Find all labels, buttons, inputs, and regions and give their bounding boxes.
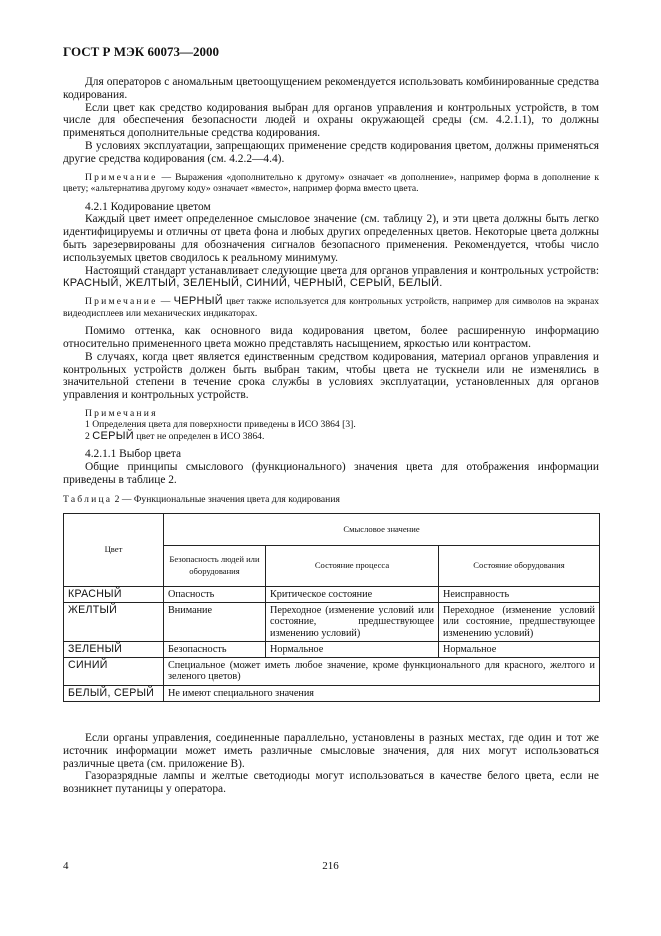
page-number: 4 bbox=[63, 860, 69, 872]
table-caption-text: 2 — Функциональные значения цвета для кодирования bbox=[112, 493, 340, 505]
note-item-2-num: 2 bbox=[85, 430, 93, 442]
note-item-2-color: СЕРЫЙ bbox=[92, 429, 134, 442]
note-2-label: Примечание bbox=[85, 296, 158, 308]
table-row bbox=[64, 602, 600, 641]
note-item-1: 1 Определения цвета для поверхности приведены в ИСО 3864 [3]. bbox=[85, 419, 356, 431]
header-meaning: Смысловое значение bbox=[164, 513, 600, 545]
cell-process: Нормальное bbox=[266, 641, 439, 657]
note-2-dash: — bbox=[157, 296, 174, 308]
cell-color: ЖЕЛТЫЙ bbox=[64, 602, 164, 641]
color-list: КРАСНЫЙ, ЖЕЛТЫЙ, ЗЕЛЕНЫЙ, СИНИЙ, ЧЕРНЫЙ, СЕРЫЙ, БЕЛЫЙ. bbox=[63, 277, 443, 290]
cell-blue-meaning: Специальное (может иметь любое значение, кроме функционального для красного, желтого и зеленого цветов) bbox=[164, 658, 600, 686]
header-safety: Безопасность людей или оборудования bbox=[164, 545, 266, 586]
table-row bbox=[64, 685, 600, 701]
paragraph-8: Общие принципы смыслового (функционального) значения цвета для отображения информации приведены в таблице 2. bbox=[63, 461, 599, 487]
note-1-label: Примечание bbox=[85, 171, 158, 183]
cell-color: БЕЛЫЙ, СЕРЫЙ bbox=[64, 685, 164, 701]
header-process: Состояние процесса bbox=[266, 545, 439, 586]
note-2-color: ЧЕРНЫЙ bbox=[173, 295, 224, 308]
cell-equipment: Переходное (изменение условий или состояние, предшествующее изменению условий) bbox=[439, 602, 600, 641]
cell-white-gray-meaning: Не имеют специального значения bbox=[164, 685, 600, 701]
cell-safety: Безопасность bbox=[164, 641, 266, 657]
cell-safety: Внимание bbox=[164, 602, 266, 641]
table-row bbox=[64, 586, 600, 602]
paragraph-10: Газоразрядные лампы и желтые светодиоды могут использоваться в качестве белого цвета, если не возникнет путаницы у оператора. bbox=[63, 770, 599, 796]
table-row bbox=[64, 641, 600, 657]
notes-label-text: Примечания bbox=[85, 407, 158, 419]
note-2-text: цвет также используется для контрольных устройств, например для символов на экранах видеодисплеев или механических индикаторах. bbox=[63, 296, 599, 319]
note-item-2 bbox=[63, 431, 599, 443]
note-1 bbox=[63, 172, 599, 195]
page-number-center: 216 bbox=[322, 860, 339, 872]
paragraph-4: Каждый цвет имеет определенное смысловое значение (см. таблицу 2), и эти цвета должны быть легко идентифицируемы и отличны от цвета фона и любых других определенных цветов. Некоторые цвета должны быть зарезервированы для обозначения сигналов безопасного применения. Рекомендуется, чтобы число используемых цветов сводилось к реальному минимуму. bbox=[63, 213, 599, 264]
section-4-2-1-1-heading: 4.2.1.1 Выбор цвета bbox=[85, 448, 182, 461]
cell-color: ЗЕЛЕНЫЙ bbox=[64, 641, 164, 657]
paragraph-1: Для операторов с аномальным цветоощущением рекомендуется использовать комбинированные средства кодирования. bbox=[63, 76, 599, 101]
paragraph-3: В условиях эксплуатации, запрещающих применение средств кодирования цветом, должны применяться другие средства кодирования (см. 4.2.2—4.4). bbox=[63, 139, 599, 165]
paragraph-9: Если органы управления, соединенные параллельно, установлены в разных местах, где один и тот же источник информации может иметь различные смысловые значения, для них могут использоваться различные цвета (см. приложение В). bbox=[63, 732, 599, 770]
color-meaning-table bbox=[63, 513, 600, 702]
note-1-text: — Выражения «дополнительно к другому» означает «в дополнение», например форма в дополнение к цвету; «альтернатива другому коду» означает «вместо», например форма вместо цвета. bbox=[63, 171, 599, 195]
paragraph-2: Если цвет как средство кодирования выбран для органов управления и контрольных устройств, в том числе для обеспечения безопасности людей и охраны окружающей среды (см. 4.2.1.1), то должны применяться дополнительные средства кодирования. bbox=[63, 101, 599, 140]
cell-safety: Опасность bbox=[164, 586, 266, 602]
paragraph-7: В случаях, когда цвет является единственным средством кодирования, материал органов управления и контрольных устройств должен быть выбран таким, чтобы цвета не тускнели или не изменялись в значительной степени в течение срока службы в условиях эксплуатации, установленных для органов управления и контрольных устройств. bbox=[63, 350, 599, 402]
cell-equipment: Неисправность bbox=[439, 586, 600, 602]
page-content bbox=[63, 76, 599, 796]
document-header: ГОСТ Р МЭК 60073—2000 bbox=[63, 44, 219, 59]
note-2 bbox=[63, 296, 599, 319]
note-item-2-text: цвет не определен в ИСО 3864. bbox=[133, 430, 265, 442]
paragraph-5-text: Настоящий стандарт устанавливает следующие цвета для органов управления и контрольных устройств: bbox=[85, 264, 599, 277]
table-caption-label: Таблица bbox=[63, 493, 113, 505]
header-color: Цвет bbox=[64, 513, 164, 586]
paragraph-6: Помимо оттенка, как основного вида кодирования цветом, более расширенную информацию относительно примененного цвета можно представлять насыщением, яркостью или контрастом. bbox=[63, 325, 599, 350]
cell-process: Критическое состояние bbox=[266, 586, 439, 602]
cell-process: Переходное (изменение условий или состояние, предшествующее изменению условий) bbox=[266, 602, 439, 641]
section-4-2-1-heading: 4.2.1 Кодирование цветом bbox=[85, 200, 211, 213]
header-equipment: Состояние оборудования bbox=[439, 545, 600, 586]
cell-equipment: Нормальное bbox=[439, 641, 600, 657]
cell-color: КРАСНЫЙ bbox=[64, 586, 164, 602]
paragraph-5 bbox=[63, 265, 599, 291]
table-row bbox=[64, 658, 600, 686]
notes-label bbox=[63, 408, 599, 420]
cell-color: СИНИЙ bbox=[64, 658, 164, 686]
table-caption bbox=[63, 494, 599, 507]
